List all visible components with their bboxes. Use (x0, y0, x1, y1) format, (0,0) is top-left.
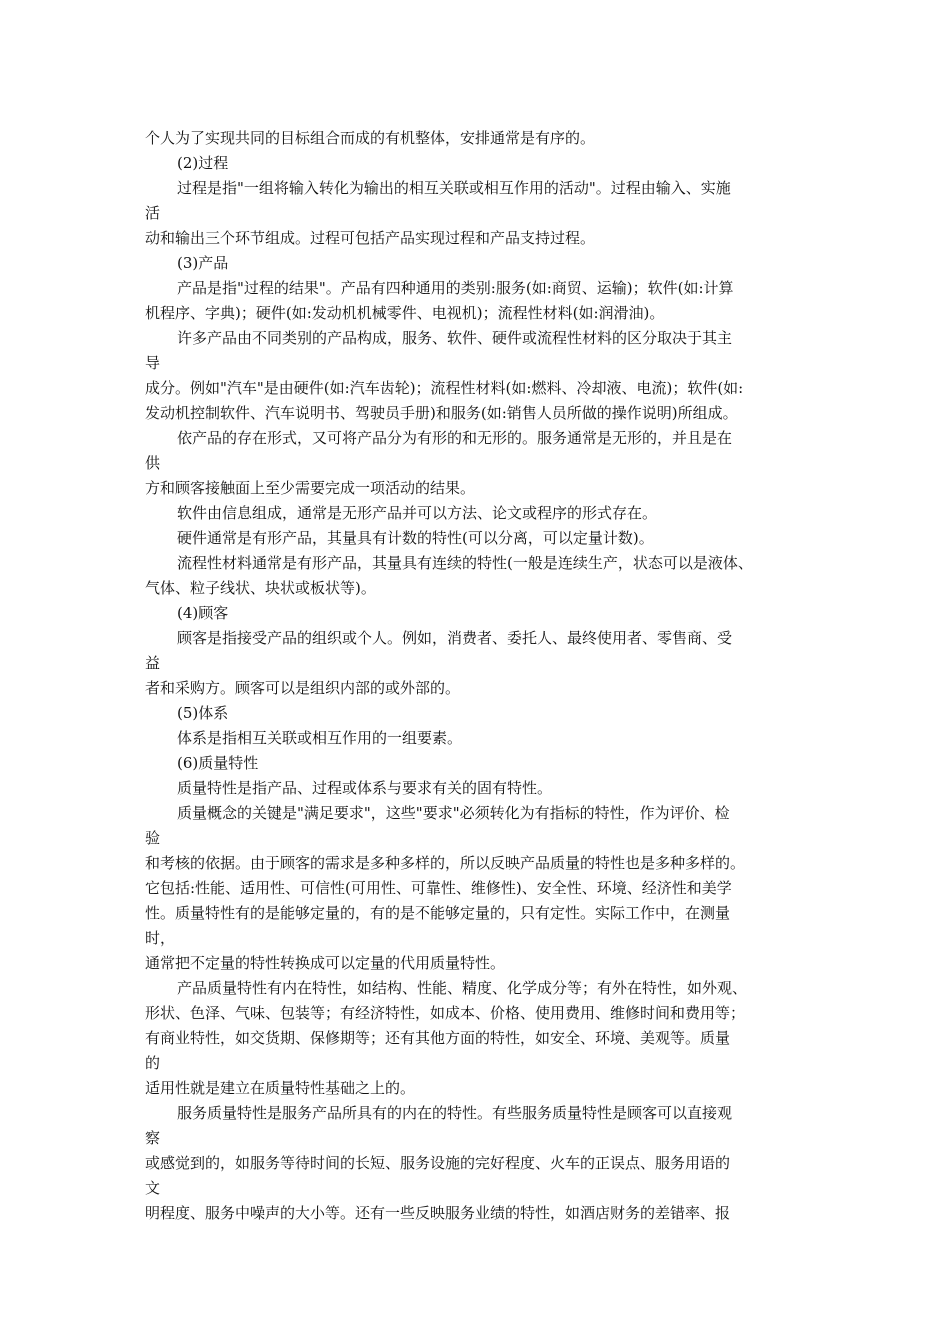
text-line: 明程度、服务中噪声的大小等。还有一些反映服务业绩的特性，如酒店财务的差错率、报 (145, 1204, 731, 1222)
text-line: (2)过程 (177, 154, 229, 172)
text-line: 它包括:性能、适用性、可信性(可用性、可靠性、维修性)、安全性、环境、经济性和美学 (145, 879, 732, 897)
text-line: (6)质量特性 (177, 754, 259, 772)
text-line: 产品质量特性有内在特性，如结构、性能、精度、化学成分等；有外在特性，如外观、 (177, 979, 748, 997)
text-line: 察 (145, 1129, 161, 1147)
text-line: 服务质量特性是服务产品所具有的内在的特性。有些服务质量特性是顾客可以直接观 (177, 1104, 733, 1122)
document-body (145, 126, 825, 1226)
text-line: 顾客是指接受产品的组织或个人。例如，消费者、委托人、最终使用者、零售商、受 (177, 629, 733, 647)
text-line: (4)顾客 (177, 604, 229, 622)
text-line: 软件由信息组成，通常是无形产品并可以方法、论文或程序的形式存在。 (177, 504, 658, 522)
text-line: (3)产品 (177, 254, 229, 272)
text-line: 发动机控制软件、汽车说明书、驾驶员手册)和服务(如:销售人员所做的操作说明)所组成。 (145, 404, 738, 422)
text-line: 验 (145, 829, 161, 847)
text-line: 依产品的存在形式，又可将产品分为有形的和无形的。服务通常是无形的，并且是在 (177, 429, 733, 447)
text-line: 个人为了实现共同的目标组合而成的有机整体，安排通常是有序的。 (145, 129, 596, 147)
text-line: 益 (145, 654, 161, 672)
text-line: 产品是指"过程的结果"。产品有四种通用的类别:服务(如:商贸、运输)；软件(如:计算 (177, 279, 734, 297)
text-line: 流程性材料通常是有形产品，其量具有连续的特性(一般是连续生产，状态可以是液体、 (177, 554, 753, 572)
text-line: 有商业特性，如交货期、保修期等；还有其他方面的特性，如安全、环境、美观等。质量 (145, 1029, 731, 1047)
text-line: (5)体系 (177, 704, 229, 722)
text-line: 文 (145, 1179, 161, 1197)
text-line: 导 (145, 354, 161, 372)
text-line: 体系是指相互关联或相互作用的一组要素。 (177, 729, 463, 747)
text-line: 动和输出三个环节组成。过程可包括产品实现过程和产品支持过程。 (145, 229, 596, 247)
text-line: 机程序、字典)；硬件(如:发动机机械零件、电视机)；流程性材料(如:润滑油)。 (145, 304, 665, 322)
text-line: 质量概念的关键是"满足要求"，这些"要求"必须转化为有指标的特性，作为评价、检 (177, 804, 730, 822)
text-line: 质量特性是指产品、过程或体系与要求有关的固有特性。 (177, 779, 553, 797)
text-line: 成分。例如"汽车"是由硬件(如:汽车齿轮)；流程性材料(如:燃料、冷却液、电流)；软件(如: (145, 379, 744, 397)
text-line: 通常把不定量的特性转换成可以定量的代用质量特性。 (145, 954, 506, 972)
text-line: 许多产品由不同类别的产品构成，服务、软件、硬件或流程性材料的区分取决于其主 (177, 329, 733, 347)
text-line: 硬件通常是有形产品，其量具有计数的特性(可以分离，可以定量计数)。 (177, 529, 654, 547)
text-line: 适用性就是建立在质量特性基础之上的。 (145, 1079, 416, 1097)
text-line: 的 (145, 1054, 161, 1072)
text-line: 者和采购方。顾客可以是组织内部的或外部的。 (145, 679, 461, 697)
text-line: 供 (145, 454, 161, 472)
text-line: 过程是指"一组将输入转化为输出的相互关联或相互作用的活动"。过程由输入、实施 (177, 179, 731, 197)
text-line: 形状、色泽、气味、包装等；有经济特性，如成本、价格、使用费用、维修时间和费用等； (145, 1004, 746, 1022)
text-line: 性。质量特性有的是能够定量的，有的是不能够定量的，只有定性。实际工作中，在测量 (145, 904, 731, 922)
text-line: 时， (145, 929, 176, 947)
text-line: 气体、粒子线状、块状或板状等)。 (145, 579, 376, 597)
text-line: 活 (145, 204, 161, 222)
text-line: 或感觉到的，如服务等待时间的长短、服务设施的完好程度、火车的正误点、服务用语的 (145, 1154, 731, 1172)
text-line: 方和顾客接触面上至少需要完成一项活动的结果。 (145, 479, 476, 497)
text-line: 和考核的依据。由于顾客的需求是多种多样的，所以反映产品质量的特性也是多种多样的。 (145, 854, 746, 872)
